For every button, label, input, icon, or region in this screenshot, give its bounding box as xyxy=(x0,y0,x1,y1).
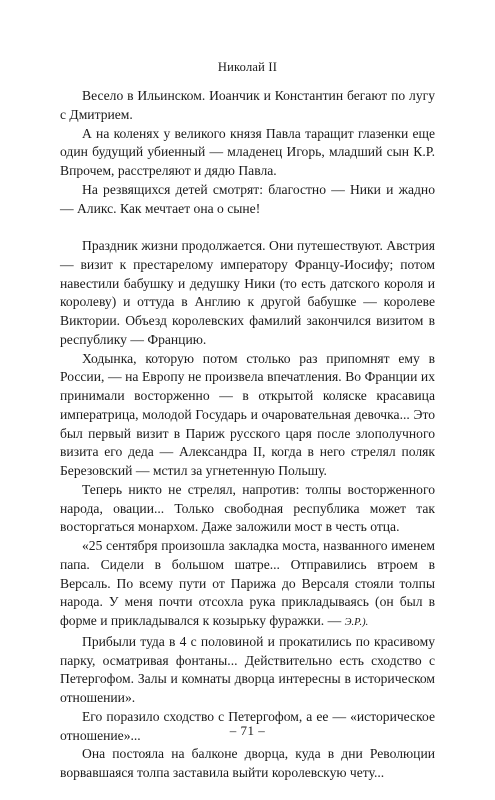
running-title: Николай II xyxy=(217,60,278,74)
editor-signature: Э.Р.). xyxy=(344,617,369,628)
paragraph: Праздник жизни продолжается. Они путешествуют. Австрия — визит к престарелому императору Францу-Иосифу; потом навестили бабушку и дедушку Ники (то есть датского короля и королеву) и оттуда в Англию к другой бабушке — королеве Виктории. Объезд королевских фамилий закончился визитом в республику — Францию. xyxy=(60,238,435,347)
body-text xyxy=(60,87,435,783)
page-number: – 71 – xyxy=(229,723,266,738)
paragraph: Ходынка, которую потом столько раз припомнят ему в России, — на Европу не произвела впечатления. Во Франции их принимали восторженно — в открытой коляске красавица императрица, молодой Государь и очаровательная девочка... Это был первый визит в Париж русского царя после злополучного визита его деда — Александра II, когда в него стрелял поляк Березовский — мстил за угнетенную Польшу. xyxy=(60,350,435,478)
paragraph: А на коленях у великого князя Павла таращит глазенки еще один будущий убиенный — младенец Игорь, младший сын К.Р. Впрочем, расстреляют и дядю Павла. xyxy=(60,125,435,178)
paragraph: На резвящихся детей смотрят: благостно — Ники и жадно — Аликс. Как мечтает она о сыне! xyxy=(60,181,435,216)
paragraph: Теперь никто не стрелял, напротив: толпы восторженного народа, овации... Только свободная республика может так восторгаться монархом. Даже заложили мост в честь отца. xyxy=(60,481,435,535)
paragraph: Весело в Ильинском. Иоанчик и Константин бегают по лугу с Дмитрием. xyxy=(60,88,435,122)
quote-paragraph xyxy=(60,537,435,633)
paragraph: Его поразило сходство с Петергофом, а ее — «историческое отношение»... xyxy=(60,708,435,743)
paragraph: Прибыли туда в 4 с половиной и прокатились по красивому парку, осматривая фонтаны... Действительно есть сходство с Петергофом. Залы и комнаты дворца интересны в историческом отношении». xyxy=(60,633,435,705)
paragraph: Она постояла на балконе дворца, куда в дни Революции ворвавшаяся толпа заставила выйти королевскую чету... xyxy=(60,746,435,780)
quote-text: «25 сентября произошла закладка моста, названного именем папа. Сидели в большом шатре... Отправились втроем в Версаль. По всему пути от Парижа до Версаля стояли толпы народа. У меня почти отсохла рука прикладываясь (он был в форме и прикладывался к козырьку фуражки. — xyxy=(60,538,435,628)
